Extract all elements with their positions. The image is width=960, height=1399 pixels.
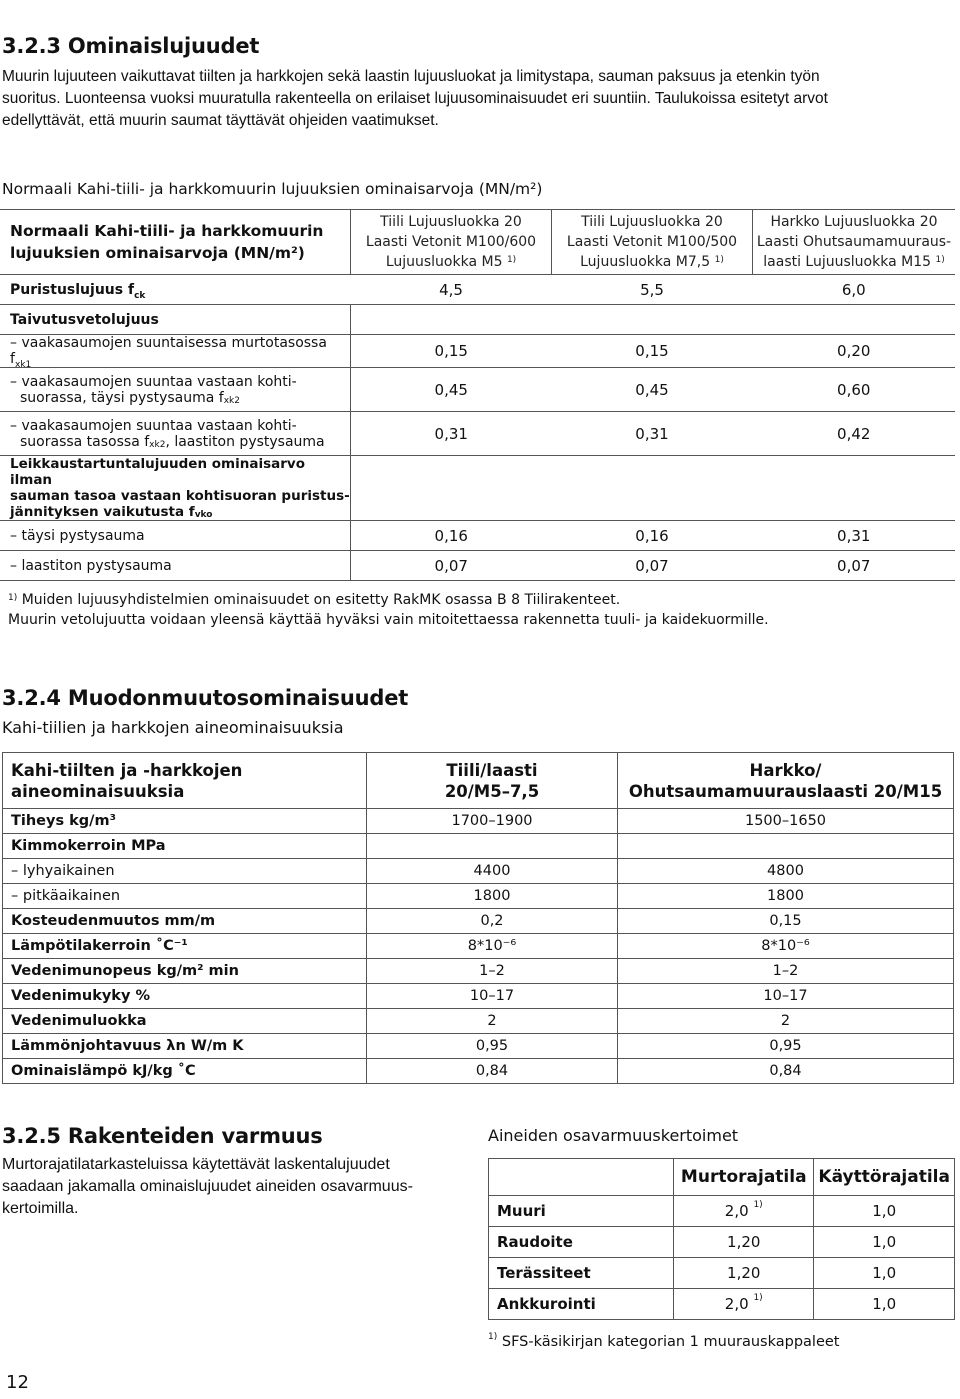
header-line: Normaali Kahi-tiili- ja harkkomuurin [10, 222, 324, 240]
header-line: Lujuusluokka M5 [385, 254, 503, 270]
section-subtitle: Kahi-tiilien ja harkkojen aineominaisuuksia [2, 718, 344, 737]
table-row [0, 305, 955, 335]
note-text: Muurin vetolujuutta voidaan yleensä käyttää hyväksi vain mitoitettaessa rakennetta tuuli- ja kaidekuormille. [8, 612, 769, 628]
header-line: Tiili Lujuusluokka 20 [380, 214, 522, 230]
header-cell: Tiili/laasti 20/M5–7,5 [367, 753, 618, 809]
table-row: Muuri 2,0 $^{1)}$ 1,0 [489, 1196, 955, 1227]
header-line: lujuuksien ominaisarvoja (MN/m²) [10, 244, 305, 262]
value-cell: 0,60 [753, 368, 956, 412]
value-cell: 6,0 [753, 275, 956, 305]
row-label: – vaakasaumojen suuntaisessa murtotasossa $f_{xk1}$ [0, 335, 351, 368]
row-label: – laastiton pystysauma [0, 551, 351, 581]
value-cell: 0,07 [552, 551, 753, 581]
value-cell: 0,45 [351, 368, 552, 412]
table-row: Ominaislämpö kJ/kg ˚C 0,84 0,84 [3, 1059, 954, 1084]
table-row: – lyhyaikainen 4400 4800 [3, 859, 954, 884]
footnote-marker: 1) [8, 593, 18, 603]
table-row: Tiheys kg/m³ 1700–1900 1500–1650 [3, 809, 954, 834]
safety-factor-table [488, 1158, 955, 1320]
row-label: – täysi pystysauma [0, 521, 351, 551]
footnote-marker: 1) [488, 1332, 498, 1342]
note-text: Muiden lujuusyhdistelmien ominaisuudet on esitetty RakMK osassa B 8 Tiilirakenteet. [21, 592, 621, 608]
table-row: Lämmönjohtavuus λn W/m K 0,95 0,95 [3, 1034, 954, 1059]
value-cell: 0,31 [351, 412, 552, 456]
table-row: – pitkäaikainen 1800 1800 [3, 884, 954, 909]
footnote-marker: 1) [935, 255, 945, 265]
table-row: Vedenimunopeus kg/m² min 1–2 1–2 [3, 959, 954, 984]
paragraph-line: saadaan jakamalla ominaislujuudet aineiden osavarmuus- [2, 1178, 413, 1195]
table-notes [8, 590, 769, 630]
safety-footnote [488, 1334, 840, 1350]
section-title-323: 3.2.3 Ominaislujuudet [2, 34, 260, 58]
column-header [753, 210, 956, 275]
value-cell: 0,31 [552, 412, 753, 456]
header-cell: Käyttörajatila [814, 1159, 955, 1196]
table-row [0, 368, 955, 412]
value-cell: 0,20 [753, 335, 956, 368]
table-row [0, 335, 955, 368]
header-first-cell [0, 210, 351, 275]
safety-paragraph [2, 1154, 413, 1220]
header-cell: Kahi-tiilten ja -harkkojen aineominaisuuksia [3, 753, 367, 809]
table-row: Terässiteet 1,20 1,0 [489, 1258, 955, 1289]
empty-cell [351, 305, 956, 335]
value-cell: 0,07 [753, 551, 956, 581]
header-line: Tiili Lujuusluokka 20 [581, 214, 723, 230]
table-header-row [3, 753, 954, 809]
table-row: Vedenimukyky % 10–17 10–17 [3, 984, 954, 1009]
intro-paragraph [2, 66, 957, 132]
row-label: – vaakasaumojen suuntaa vastaan kohti- suorassa, täysi pystysauma $f_{xk2}$ [0, 368, 351, 412]
table-row: Ankkurointi 2,0 $^{1)}$ 1,0 [489, 1289, 955, 1320]
table-row [0, 456, 955, 521]
page-number: 12 [6, 1372, 29, 1393]
material-properties-table [2, 752, 954, 1084]
table-row: Lämpötilakerroin ˚C⁻¹ 8*10⁻⁶ 8*10⁻⁶ [3, 934, 954, 959]
paragraph-line: kertoimilla. [2, 1200, 79, 1217]
row-label: Taivutusvetolujuus [10, 311, 159, 328]
table-header-row [0, 210, 955, 275]
footnote-text: SFS-käsikirjan kategorian 1 muurauskappaleet [501, 1334, 840, 1350]
value-cell: 0,15 [552, 335, 753, 368]
intro-line: Muurin lujuuteen vaikuttavat tiilten ja harkkojen sekä laastin lujuusluokat ja limitystapa, sauman paksuus ja etenkin työn [2, 68, 820, 85]
header-cell [489, 1159, 674, 1196]
table-row [0, 412, 955, 456]
header-cell: Murtorajatila [674, 1159, 814, 1196]
header-line: Laasti Ohutsaumamuuraus- [756, 234, 952, 250]
safety-table-title: Aineiden osavarmuuskertoimet [488, 1126, 739, 1145]
table-row: Raudoite 1,20 1,0 [489, 1227, 955, 1258]
intro-line: edellyttävät, että muurin saumat täyttävät ohjeiden vaatimukset. [2, 112, 439, 129]
section-title-324: 3.2.4 Muodonmuutosominaisuudet [2, 686, 409, 710]
column-header [552, 210, 753, 275]
value-cell: 0,07 [351, 551, 552, 581]
footnote-marker: 1) [506, 255, 517, 265]
value-cell: 5,5 [552, 275, 753, 305]
column-header [351, 210, 552, 275]
table-row: Kimmokerroin MPa [3, 834, 954, 859]
header-line: Lujuusluokka M7,5 [580, 254, 711, 270]
header-line: laasti Lujuusluokka M15 [763, 254, 932, 270]
table-caption: Normaali Kahi-tiili- ja harkkomuurin lujuuksien ominaisarvoja (MN/m²) [2, 180, 543, 198]
row-label: Leikkaustartuntalujuuden ominaisarvo ilman sauman tasoa vastaan kohtisuoran puristus- jännityksen vaikutusta $f_{vko}$ [0, 456, 351, 521]
empty-cell [351, 456, 956, 521]
value-cell: 0,31 [753, 521, 956, 551]
table-row: Kosteudenmuutos mm/m 0,2 0,15 [3, 909, 954, 934]
value-cell: 0,45 [552, 368, 753, 412]
row-label: Puristuslujuus $f_{ck}$ [0, 275, 351, 305]
table-row [0, 275, 955, 305]
value-cell: 0,42 [753, 412, 956, 456]
value-cell: 4,5 [351, 275, 552, 305]
footnote-marker: 1) [714, 255, 724, 265]
strength-table [0, 209, 955, 581]
table-row [0, 551, 955, 581]
table-row [0, 521, 955, 551]
header-cell: Harkko/ Ohutsaumamuurauslaasti 20/M15 [618, 753, 954, 809]
value-cell: 0,16 [351, 521, 552, 551]
value-cell: 0,16 [552, 521, 753, 551]
section-title-325: 3.2.5 Rakenteiden varmuus [2, 1124, 323, 1148]
header-line: Laasti Vetonit M100/500 [566, 234, 738, 250]
intro-line: suoritus. Luonteensa vuoksi muuratulla rakenteella on erilaiset lujuusominaisuudet eri suuntiin. Taulukoissa esitetyt arvot [2, 90, 828, 107]
header-line: Harkko Lujuusluokka 20 [770, 214, 938, 230]
row-label: – vaakasaumojen suuntaa vastaan kohti- suorassa tasossa $f_{xk2}$, laastiton pystysauma [0, 412, 351, 456]
table-header-row [489, 1159, 955, 1196]
value-cell: 0,15 [351, 335, 552, 368]
header-line: Laasti Vetonit M100/600 [365, 234, 537, 250]
table-row: Vedenimuluokka 2 2 [3, 1009, 954, 1034]
paragraph-line: Murtorajatilatarkasteluissa käytettävät laskentalujuudet [2, 1156, 390, 1173]
